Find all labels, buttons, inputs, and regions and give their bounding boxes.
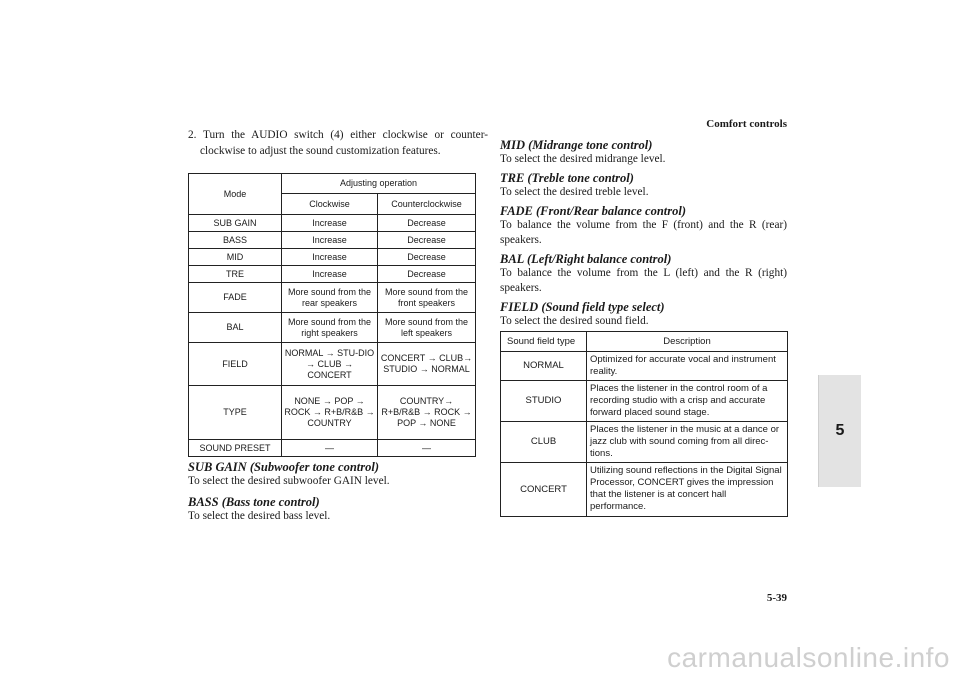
chapter-tab: 5	[818, 375, 861, 487]
left-sections	[188, 460, 476, 524]
table-row	[501, 463, 788, 517]
mode-cell: TYPE	[189, 386, 282, 440]
table-row	[189, 249, 476, 266]
clockwise-header: Clockwise	[282, 194, 378, 215]
counterclockwise-cell: Decrease	[378, 266, 476, 283]
counterclockwise-cell: Decrease	[378, 249, 476, 266]
right-sections	[500, 138, 787, 329]
adjusting-operation-header: Adjusting operation	[282, 174, 476, 194]
section-heading-bal: BAL (Left/Right balance control)	[500, 252, 672, 266]
counterclockwise-cell: —	[378, 440, 476, 457]
section-body-field: To select the desired sound field.	[500, 315, 649, 327]
table-row	[189, 215, 476, 232]
description-cell: Places the listener in the control room of a recording studio with a crisp and accurate forward placed sound stage.	[587, 381, 788, 422]
counterclockwise-cell: More sound from the front speakers	[378, 283, 476, 313]
description-cell: Utilizing sound reflections in the Digital Signal Processor, CONCERT gives the impression that the listener is at concert hall performance.	[587, 463, 788, 517]
mode-cell: FADE	[189, 283, 282, 313]
counterclockwise-cell: More sound from the left speakers	[378, 313, 476, 343]
section-heading-field: FIELD (Sound field type select)	[500, 300, 665, 314]
mode-cell: TRE	[189, 266, 282, 283]
clockwise-cell: NORMAL → STU-DIO → CLUB → CONCERT	[282, 343, 378, 386]
sound-field-type-cell: CONCERT	[501, 463, 587, 517]
table-row	[189, 343, 476, 386]
section-heading-sub-gain: SUB GAIN (Subwoofer tone control)	[188, 460, 379, 474]
adjustment-table	[188, 173, 476, 457]
table-row	[189, 283, 476, 313]
section-body-bass: To select the desired bass level.	[188, 510, 331, 522]
mode-cell: MID	[189, 249, 282, 266]
section-heading-mid: MID (Midrange tone control)	[500, 138, 653, 152]
section-body-tre: To select the desired treble level.	[500, 186, 649, 198]
counterclockwise-cell: Decrease	[378, 232, 476, 249]
clockwise-cell: —	[282, 440, 378, 457]
clockwise-cell: Increase	[282, 266, 378, 283]
page-header-title: Comfort controls	[706, 118, 787, 130]
sound-field-type-cell: STUDIO	[501, 381, 587, 422]
section-body-bal: To balance the volume from the L (left) and the R (right) speakers.	[500, 267, 787, 294]
mode-cell: FIELD	[189, 343, 282, 386]
table-row	[501, 422, 788, 463]
clockwise-cell: NONE → POP → ROCK → R+B/R&B → COUNTRY	[282, 386, 378, 440]
mode-cell: SOUND PRESET	[189, 440, 282, 457]
counterclockwise-cell: COUNTRY→ R+B/R&B → ROCK → POP → NONE	[378, 386, 476, 440]
mode-cell: BASS	[189, 232, 282, 249]
table-row	[189, 232, 476, 249]
section-body-sub-gain: To select the desired subwoofer GAIN level.	[188, 475, 390, 487]
watermark: carmanualsonline.info	[667, 642, 950, 673]
section-heading-fade: FADE (Front/Rear balance control)	[500, 204, 687, 218]
step-instruction: 2. Turn the AUDIO switch (4) either clockwise or counter-clockwise to adjust the sound customization features.	[188, 129, 488, 157]
table-row	[189, 313, 476, 343]
mode-header: Mode	[189, 174, 282, 215]
description-cell: Places the listener in the music at a dance or jazz club with sound coming from all direc-tions.	[587, 422, 788, 463]
table-row	[189, 386, 476, 440]
clockwise-cell: Increase	[282, 232, 378, 249]
clockwise-cell: Increase	[282, 249, 378, 266]
sound-field-type-cell: CLUB	[501, 422, 587, 463]
section-heading-bass: BASS (Bass tone control)	[188, 495, 320, 509]
clockwise-cell: Increase	[282, 215, 378, 232]
table-row	[501, 352, 788, 381]
mode-cell: BAL	[189, 313, 282, 343]
description-header: Description	[587, 332, 788, 352]
sound-field-type-cell: NORMAL	[501, 352, 587, 381]
page-number: 5-39	[766, 592, 787, 604]
section-heading-tre: TRE (Treble tone control)	[500, 171, 634, 185]
sound-field-type-header: Sound field type	[501, 332, 587, 352]
clockwise-cell: More sound from the right speakers	[282, 313, 378, 343]
table-row	[189, 440, 476, 457]
counterclockwise-cell: Decrease	[378, 215, 476, 232]
mode-cell: SUB GAIN	[189, 215, 282, 232]
clockwise-cell: More sound from the rear speakers	[282, 283, 378, 313]
counterclockwise-cell: CONCERT → CLUB→ STUDIO → NORMAL	[378, 343, 476, 386]
table-row	[501, 381, 788, 422]
table-row	[189, 266, 476, 283]
counterclockwise-header: Counterclockwise	[378, 194, 476, 215]
section-body-mid: To select the desired midrange level.	[500, 153, 666, 165]
section-body-fade: To balance the volume from the F (front) and the R (rear) speakers.	[500, 219, 787, 246]
sound-field-table	[500, 331, 788, 517]
description-cell: Optimized for accurate vocal and instrument reality.	[587, 352, 788, 381]
